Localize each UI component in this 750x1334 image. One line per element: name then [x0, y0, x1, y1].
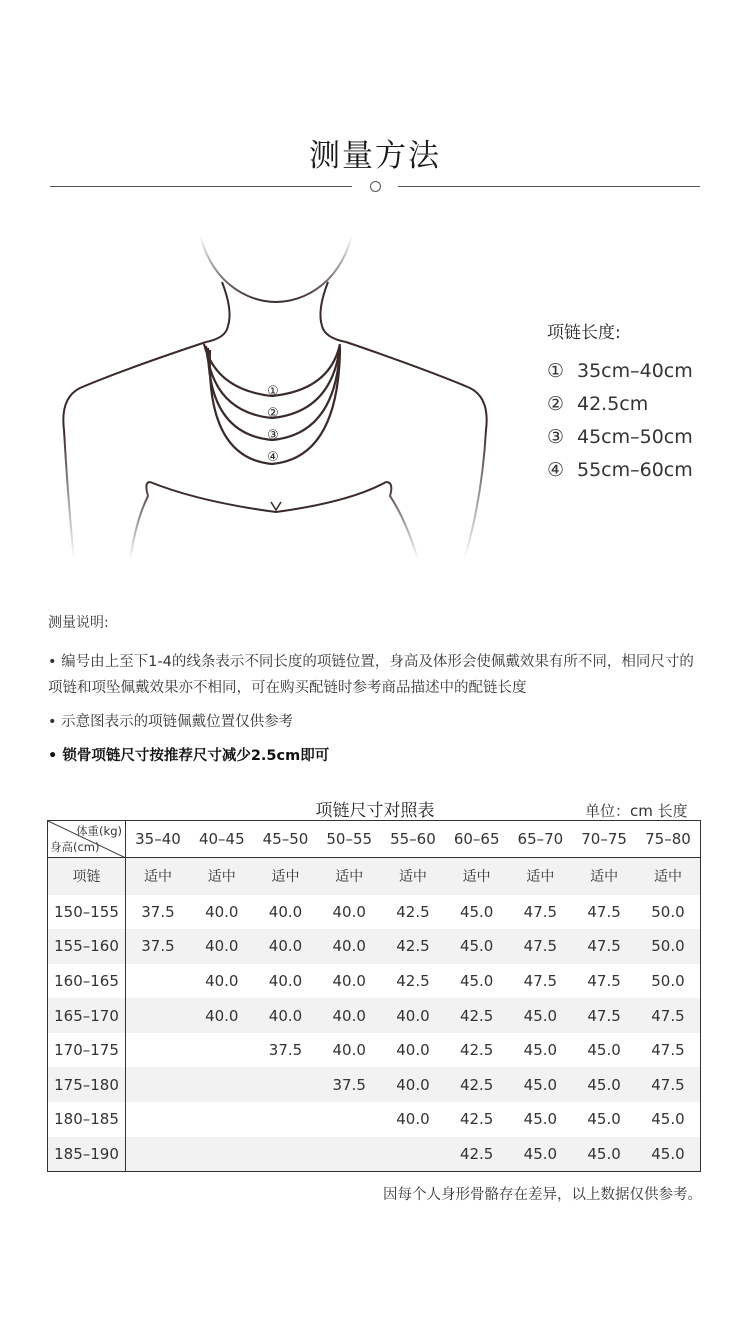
value-cell: 45.0 [509, 1137, 573, 1172]
weight-header: 55–60 [381, 821, 445, 858]
value-cell: 40.0 [190, 929, 254, 964]
garment-right [386, 482, 418, 560]
legend-num: ④ [547, 459, 565, 481]
table-corner-cell [48, 821, 126, 858]
weight-header: 35–40 [126, 821, 190, 858]
corner-weight-label: 体重(kg) [76, 824, 122, 838]
strand-marker-4: ④ [267, 450, 279, 465]
value-cell: 42.5 [381, 929, 445, 964]
value-cell: 47.5 [572, 998, 636, 1033]
value-cell: 45.0 [587, 1110, 621, 1129]
value-cell: 47.5 [587, 902, 621, 921]
value-cell: 42.5 [445, 1137, 509, 1172]
value-cell [254, 1067, 318, 1102]
length-legend [547, 318, 693, 487]
table-unit: 单位：cm 长度 [585, 802, 688, 820]
value-cell [381, 1137, 445, 1172]
label-cell: 适中 [445, 858, 509, 895]
legend-title: 项链长度: [547, 323, 621, 343]
necklace-illustration [50, 220, 490, 570]
legend-item [547, 454, 693, 487]
value-cell [254, 1137, 318, 1172]
legend-text: 55cm–60cm [577, 459, 693, 481]
value-cell: 40.0 [381, 998, 445, 1033]
value-cell: 50.0 [651, 971, 685, 990]
weight-header: 65–70 [509, 821, 573, 858]
value-cell: 45.0 [445, 929, 509, 964]
value-cell [126, 1137, 190, 1172]
garment-left [130, 482, 150, 560]
note-item: • 锁骨项链尺寸按推荐尺寸减少2.5cm即可 [48, 748, 330, 764]
chin-outline [200, 235, 352, 302]
value-cell: 37.5 [268, 1041, 303, 1060]
value-cell [126, 1067, 190, 1102]
value-cell: 40.0 [381, 1067, 445, 1102]
shoulder-left [63, 342, 206, 430]
divider-circle-icon [370, 181, 381, 192]
value-cell: 40.0 [268, 902, 303, 921]
weight-header: 75–80 [636, 821, 701, 858]
value-cell: 47.5 [587, 971, 621, 990]
legend-num: ① [547, 360, 565, 382]
height-cell: 175–180 [48, 1067, 126, 1102]
label-cell: 适中 [572, 858, 636, 895]
value-cell: 45.0 [523, 1041, 558, 1060]
value-cell: 40.0 [254, 998, 318, 1033]
legend-text: 35cm–40cm [577, 360, 693, 382]
table-row [48, 998, 701, 1033]
value-cell: 47.5 [572, 929, 636, 964]
value-cell: 40.0 [190, 998, 254, 1033]
garment-neckline [150, 482, 386, 512]
label-cell: 适中 [317, 858, 381, 895]
label-cell: 适中 [254, 858, 318, 895]
value-cell [126, 1033, 190, 1068]
value-cell: 45.0 [651, 1110, 685, 1129]
value-cell: 40.0 [205, 902, 239, 921]
title-divider-left [50, 186, 352, 187]
title-divider-right [398, 186, 700, 187]
value-cell: 37.5 [141, 902, 175, 921]
table-row [48, 1137, 701, 1172]
weight-header: 70–75 [572, 821, 636, 858]
arm-left [64, 430, 74, 560]
value-cell: 40.0 [254, 929, 318, 964]
value-cell [254, 1102, 318, 1137]
value-cell: 40.0 [317, 998, 381, 1033]
value-cell: 40.0 [205, 971, 239, 990]
garment-center-mark [271, 502, 281, 510]
value-cell: 47.5 [523, 902, 558, 921]
value-cell: 40.0 [332, 971, 366, 990]
value-cell: 40.0 [317, 929, 381, 964]
arm-right [464, 430, 486, 560]
value-cell: 40.0 [396, 1110, 430, 1129]
value-cell: 50.0 [636, 929, 701, 964]
table-row [48, 929, 701, 964]
height-cell: 185–190 [48, 1137, 126, 1172]
value-cell [190, 1067, 254, 1102]
value-cell: 45.0 [587, 1041, 621, 1060]
table-row [48, 964, 701, 999]
value-cell: 50.0 [651, 902, 685, 921]
label-cell: 适中 [381, 858, 445, 895]
value-cell [190, 1033, 254, 1068]
table-title: 项链尺寸对照表 [315, 801, 435, 821]
height-cell: 150–155 [48, 895, 126, 930]
value-cell: 45.0 [572, 1137, 636, 1172]
legend-num: ② [547, 393, 565, 415]
value-cell: 47.5 [636, 1067, 701, 1102]
neck-right [320, 282, 346, 342]
value-cell: 42.5 [459, 1041, 494, 1060]
measurement-notes [48, 612, 708, 777]
value-cell: 40.0 [332, 902, 366, 921]
height-cell: 165–170 [48, 998, 126, 1033]
value-cell: 42.5 [459, 1110, 494, 1129]
value-cell: 45.0 [509, 998, 573, 1033]
legend-item [547, 421, 693, 454]
value-cell: 45.0 [509, 1067, 573, 1102]
table-row [48, 895, 701, 930]
weight-header: 45–50 [254, 821, 318, 858]
value-cell [126, 998, 190, 1033]
value-cell: 37.5 [317, 1067, 381, 1102]
table-label-row [48, 858, 701, 895]
shoulder-right [346, 342, 487, 430]
disclaimer-text: 因每个人身形骨骼存在差异，以上数据仅供参考。 [383, 1187, 702, 1203]
value-cell [126, 964, 190, 999]
table-row [48, 1033, 701, 1068]
strand-marker-2: ② [267, 406, 279, 421]
note-item: • 编号由上至下1-4的线条表示不同长度的项链位置，身高及体形会使佩戴效果有所不同，相同尺寸的项链和项坠佩戴效果亦不相同，可在购买配链时参考商品描述中的配链长度 [48, 654, 694, 696]
value-cell [126, 1102, 190, 1137]
value-cell: 45.0 [572, 1067, 636, 1102]
height-cell: 160–165 [48, 964, 126, 999]
height-cell: 180–185 [48, 1102, 126, 1137]
value-cell: 42.5 [445, 998, 509, 1033]
legend-num: ③ [547, 426, 565, 448]
weight-header: 50–55 [317, 821, 381, 858]
value-cell: 45.0 [636, 1137, 701, 1172]
legend-item [547, 388, 693, 421]
value-cell: 47.5 [636, 998, 701, 1033]
weight-header: 40–45 [190, 821, 254, 858]
corner-height-label: 身高(cm) [50, 840, 100, 854]
notes-title: 测量说明: [48, 615, 109, 631]
value-cell: 45.0 [459, 971, 494, 990]
size-table [47, 820, 701, 1172]
value-cell [190, 1137, 254, 1172]
value-cell: 47.5 [651, 1041, 685, 1060]
value-cell: 45.0 [459, 902, 494, 921]
table-row [48, 1102, 701, 1137]
label-cell: 适中 [190, 858, 254, 895]
legend-item [547, 355, 693, 388]
value-cell: 37.5 [126, 929, 190, 964]
neck-left [206, 282, 230, 342]
label-cell: 适中 [509, 858, 573, 895]
label-cell: 适中 [126, 858, 190, 895]
page-title: 测量方法 [309, 138, 441, 174]
value-cell: 40.0 [332, 1041, 366, 1060]
value-cell: 45.0 [523, 1110, 558, 1129]
strand-marker-1: ① [267, 384, 279, 399]
note-item: • 示意图表示的项链佩戴位置仅供参考 [48, 714, 294, 730]
value-cell: 40.0 [396, 1041, 430, 1060]
label-row-head: 项链 [48, 858, 126, 895]
strand-marker-3: ③ [267, 428, 279, 443]
value-cell [317, 1137, 381, 1172]
value-cell: 42.5 [396, 971, 430, 990]
weight-header: 60–65 [445, 821, 509, 858]
legend-text: 45cm–50cm [577, 426, 693, 448]
label-cell: 适中 [636, 858, 701, 895]
value-cell: 42.5 [396, 902, 430, 921]
height-cell: 170–175 [48, 1033, 126, 1068]
value-cell: 42.5 [445, 1067, 509, 1102]
value-cell: 40.0 [268, 971, 303, 990]
value-cell: 47.5 [523, 971, 558, 990]
value-cell [190, 1102, 254, 1137]
height-cell: 155–160 [48, 929, 126, 964]
value-cell [317, 1102, 381, 1137]
legend-text: 42.5cm [577, 393, 649, 415]
table-header-row [48, 821, 701, 858]
table-row [48, 1067, 701, 1102]
value-cell: 47.5 [509, 929, 573, 964]
